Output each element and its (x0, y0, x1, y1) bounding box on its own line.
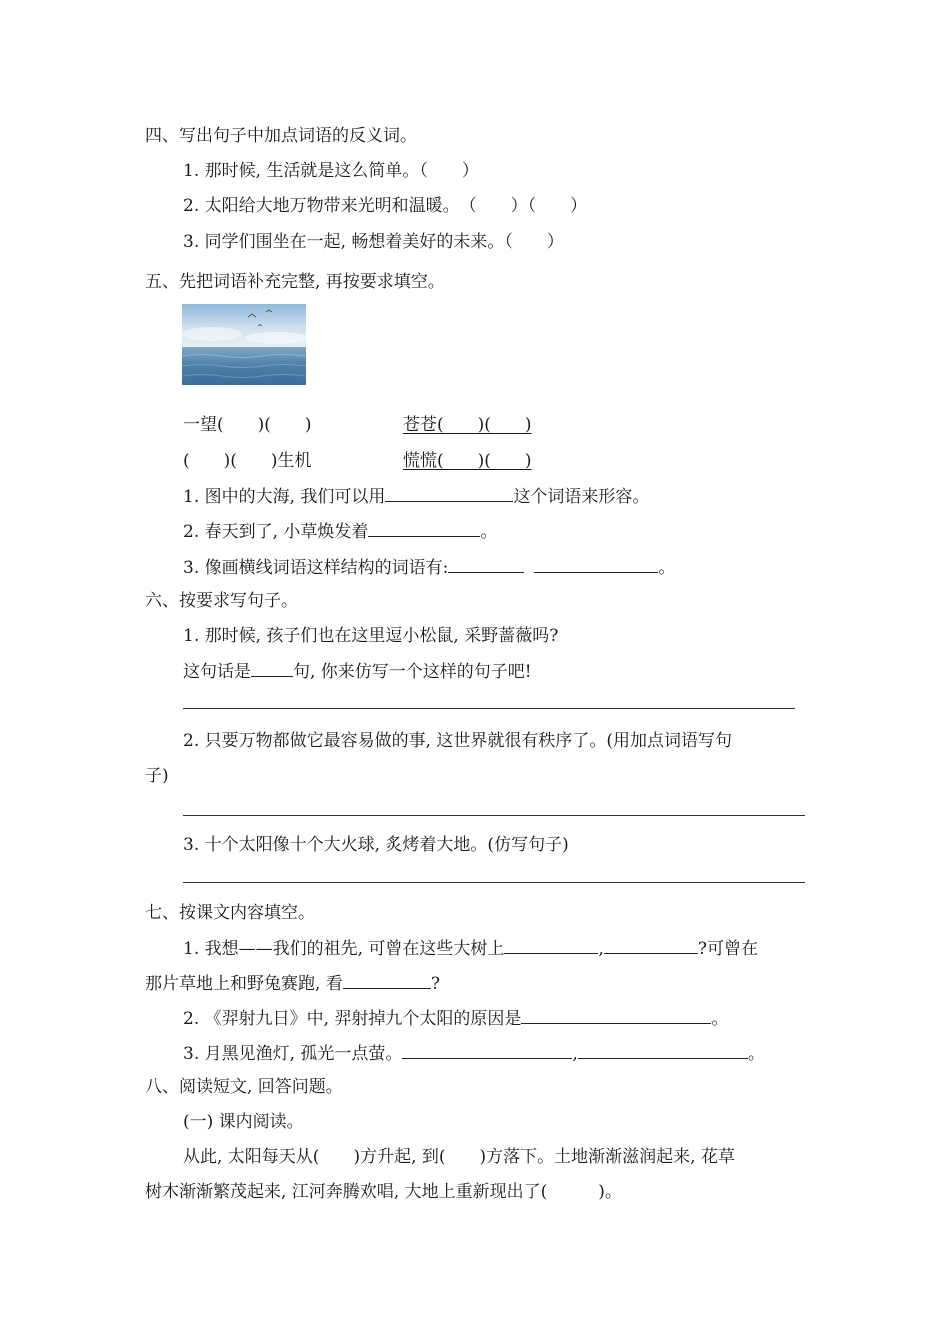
answer-blank[interactable] (448, 556, 524, 573)
s5-q2-text: 2. 春天到了, 小草焕发着 (183, 522, 369, 542)
s6-question-2: 2. 只要万物都做它最容易做的事, 这世界就很有秩序了。(用加点词语写句 (183, 731, 733, 751)
s4-question-3: 3. 同学们围坐在一起, 畅想着美好的未来。（ ） (183, 232, 564, 252)
s8-paragraph-line-2: 树木渐渐繁茂起来, 江河奔腾欢唱, 大地上重新现出了( )。 (145, 1182, 622, 1202)
answer-blank[interactable] (578, 1042, 748, 1059)
answer-blank[interactable] (251, 660, 293, 677)
word-cangcang: 苍苍( )( ) (403, 415, 532, 435)
s5-q3-tail: 。 (658, 558, 676, 578)
s5-q3-text: 3. 像画横线词语这样结构的词语有: (183, 558, 449, 578)
writing-line[interactable] (183, 708, 795, 709)
s7-q2-tail: 。 (711, 1009, 729, 1029)
s5-question-3 (183, 556, 675, 579)
answer-blank[interactable] (402, 1042, 572, 1059)
s5-question-1 (183, 485, 649, 508)
s7-question-1 (183, 937, 758, 960)
s7-q3-tail: 。 (747, 1044, 765, 1064)
s4-question-1: 1. 那时候, 生活就是这么简单。（ ） (183, 161, 479, 181)
s6-question-1-prompt (183, 660, 532, 683)
s7-q1-cont-tail: ? (430, 974, 440, 994)
sea-picture (182, 304, 306, 385)
s6-question-3: 3. 十个太阳像十个大火球, 炙烤着大地。(仿写句子) (183, 835, 569, 855)
word-yiwang: 一望( )( ) (183, 415, 312, 435)
section-6-title: 六、按要求写句子。 (145, 591, 298, 611)
s7-question-3 (183, 1042, 765, 1065)
answer-blank[interactable] (604, 937, 698, 954)
s7-q3-comma: , (572, 1044, 578, 1064)
s7-q2-text: 2. 《羿射九日》中, 羿射掉九个太阳的原因是 (183, 1009, 522, 1029)
s5-question-2 (183, 520, 497, 543)
section-5-title: 五、先把词语补充完整, 再按要求填空。 (145, 272, 445, 292)
s8-paragraph-line-1: 从此, 太阳每天从( )方升起, 到( )方落下。土地渐渐滋润起来, 花草 (183, 1147, 735, 1167)
s6-q1-prompt-text: 这句话是 (183, 662, 251, 682)
section-8-title: 八、阅读短文, 回答问题。 (145, 1077, 343, 1097)
s7-q1-text: 1. 我想——我们的祖先, 可曾在这些大树上 (183, 939, 505, 959)
writing-line[interactable] (183, 882, 805, 883)
s8-subtitle: (一) 课内阅读。 (183, 1112, 304, 1132)
s7-question-2 (183, 1007, 728, 1030)
s7-q3-text: 3. 月黑见渔灯, 孤光一点萤。 (183, 1044, 403, 1064)
s5-q2-tail: 。 (480, 522, 498, 542)
answer-blank[interactable] (504, 937, 598, 954)
answer-blank[interactable] (385, 485, 513, 502)
s6-question-2-cont: 子) (145, 766, 169, 786)
s7-q1-tail: ?可曾在 (697, 939, 758, 959)
s4-question-2: 2. 太阳给大地万物带来光明和温暖。 （ ）（ ） (183, 196, 588, 216)
section-4-title: 四、写出句子中加点词语的反义词。 (145, 126, 417, 146)
s5-q1-text: 1. 图中的大海, 我们可以用 (183, 487, 386, 507)
s7-q1-cont-text: 那片草地上和野兔赛跑, 看 (145, 974, 343, 994)
s7-q1-comma: , (598, 939, 604, 959)
s7-question-1-cont (145, 972, 440, 995)
answer-blank[interactable] (534, 556, 658, 573)
answer-blank[interactable] (521, 1007, 711, 1024)
answer-blank[interactable] (368, 520, 480, 537)
writing-line[interactable] (183, 815, 805, 816)
word-shengji: ( )( )生机 (183, 451, 312, 471)
s5-q1-tail: 这个词语来形容。 (513, 487, 650, 507)
word-huanghuang: 慌慌( )( ) (403, 451, 532, 471)
s6-question-1: 1. 那时候, 孩子们也在这里逗小松鼠, 采野蔷薇吗? (183, 626, 559, 646)
s6-q1-prompt-tail: 句, 你来仿写一个这样的句子吧! (293, 662, 532, 682)
answer-blank[interactable] (343, 972, 431, 989)
section-7-title: 七、按课文内容填空。 (145, 903, 315, 923)
